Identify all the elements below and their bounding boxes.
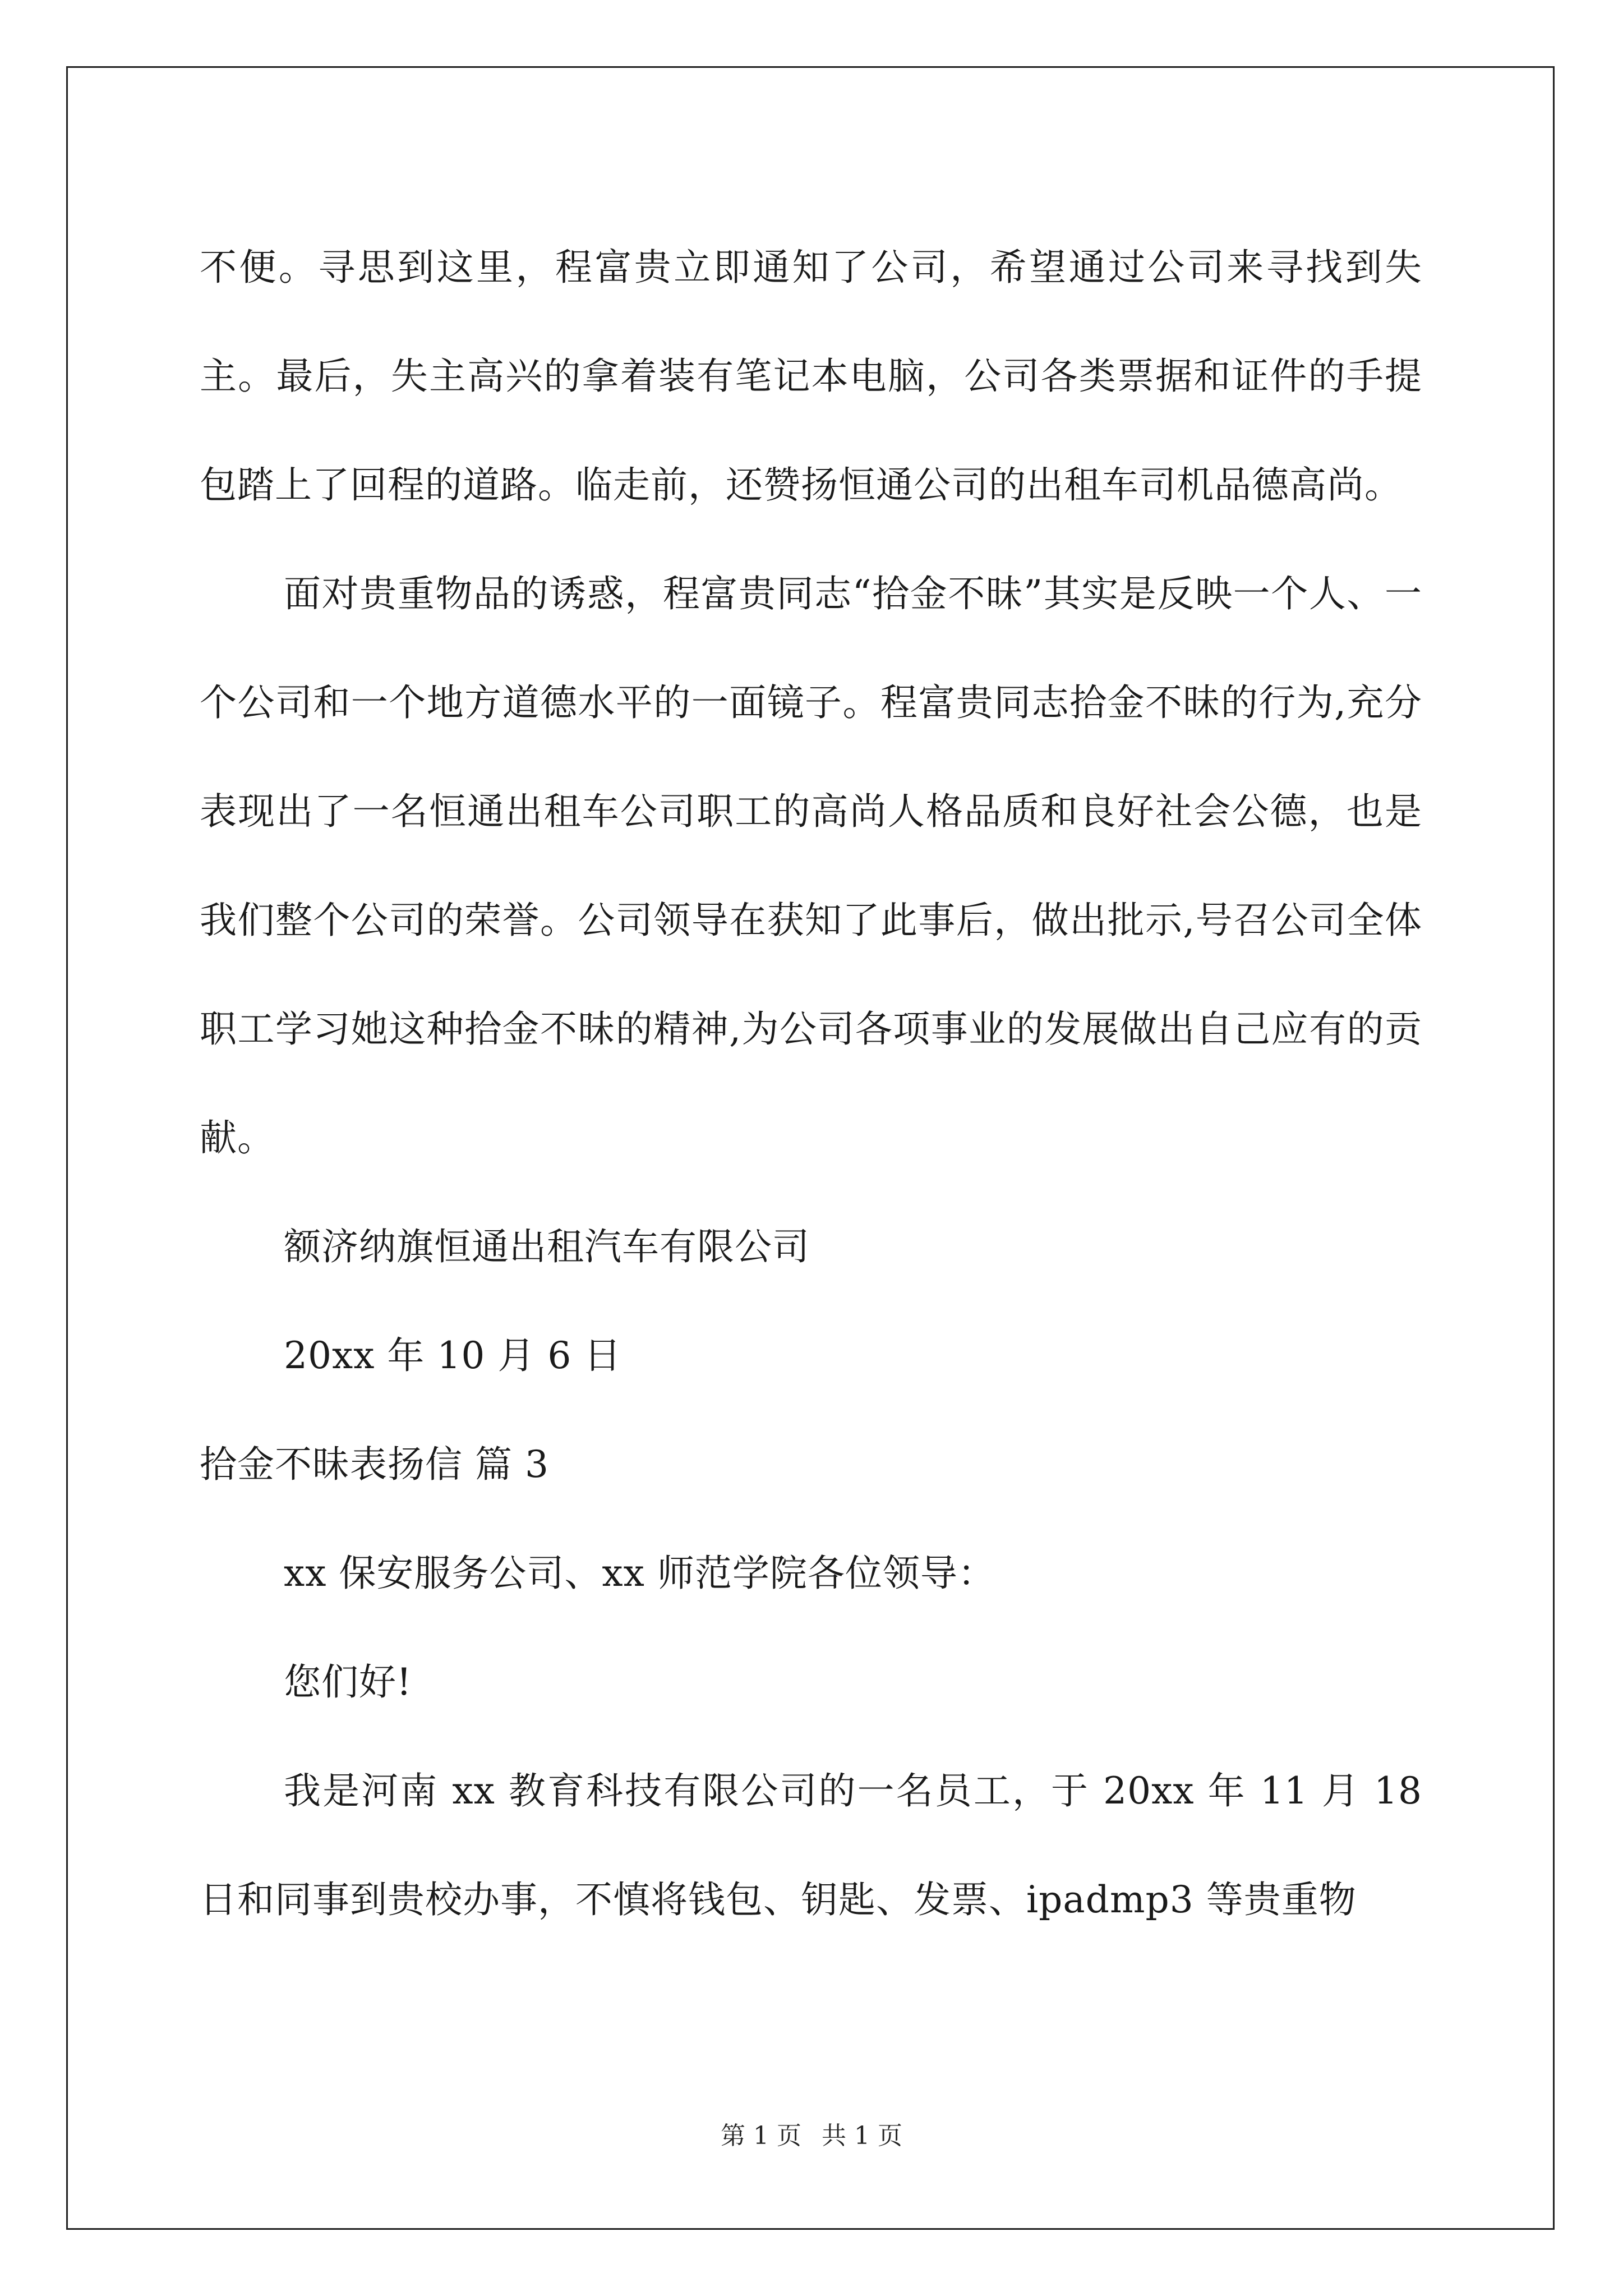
signature-company: 额济纳旗恒通出租汽车有限公司 — [284, 1225, 810, 1268]
page-number-total: 共 1 页 — [822, 2122, 902, 2150]
paragraph-continuation: 不便。寻思到这里，程富贵立即通知了公司，希望通过公司来寻找到失主。最后，失主高兴的拿着装有笔记本电脑，公司各类票据和证件的手提包踏上了回程的道路。临走前，还赞扬恒通公司的出租车司机品德高尚。 — [200, 246, 1422, 507]
paragraph-commendation: 面对贵重物品的诱惑，程富贵同志“拾金不昧”其实是反映一个人、一个公司和一个地方道德水平的一面镜子。程富贵同志拾金不昧的行为,充分表现出了一名恒通出租车公司职工的高尚人格品质和良好社会公德，也是我们整个公司的荣誉。公司领导在获知了此事后，做出批示,号召公司全体职工学习她这种拾金不昧的精神,为公司各项事业的发展做出自己应有的贡献。 — [200, 572, 1422, 1159]
signature-date: 20xx 年 10 月 6 日 — [284, 1334, 622, 1377]
page-number-current: 第 1 页 — [721, 2122, 801, 2150]
section-heading: 拾金不昧表扬信 篇 3 — [200, 1443, 549, 1486]
letter-salutation: xx 保安服务公司、xx 师范学院各位领导： — [284, 1552, 995, 1595]
document-body — [200, 213, 1422, 1954]
page-footer — [0, 2119, 1623, 2153]
letter-greeting: 您们好! — [284, 1660, 412, 1704]
letter-body: 我是河南 xx 教育科技有限公司的一名员工，于 20xx 年 11 月 18 日和同事到贵校办事，不慎将钱包、钥匙、发票、ipadmp3 等贵重物 — [200, 1769, 1422, 1921]
